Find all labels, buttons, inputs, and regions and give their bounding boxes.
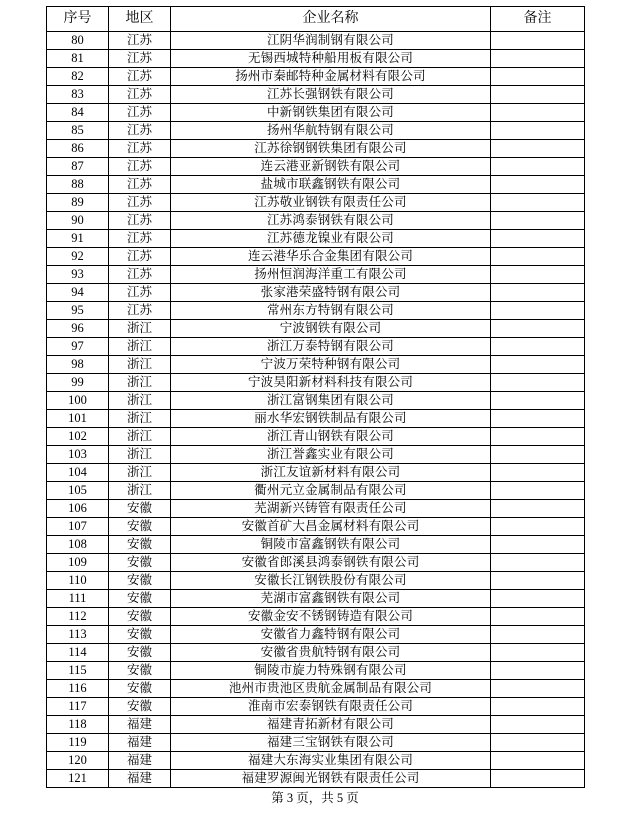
cell-note — [491, 446, 585, 464]
table-row — [47, 374, 585, 392]
cell-note — [491, 230, 585, 248]
cell-note — [491, 698, 585, 716]
table-row — [47, 644, 585, 662]
cell-enterprise-name: 盐城市联鑫钢铁有限公司 — [171, 176, 491, 194]
cell-note — [491, 50, 585, 68]
cell-sequence: 80 — [47, 32, 109, 50]
column-header-sequence: 序号 — [47, 7, 109, 32]
cell-note — [491, 482, 585, 500]
cell-note — [491, 284, 585, 302]
cell-sequence: 95 — [47, 302, 109, 320]
table-body — [47, 32, 585, 788]
table-row — [47, 770, 585, 788]
cell-note — [491, 410, 585, 428]
cell-note — [491, 194, 585, 212]
cell-region: 浙江 — [109, 410, 171, 428]
cell-sequence: 121 — [47, 770, 109, 788]
cell-sequence: 89 — [47, 194, 109, 212]
table-row — [47, 392, 585, 410]
cell-region: 江苏 — [109, 248, 171, 266]
table-header-row — [47, 7, 585, 32]
table-row — [47, 608, 585, 626]
table-row — [47, 482, 585, 500]
cell-sequence: 84 — [47, 104, 109, 122]
cell-region: 安徽 — [109, 626, 171, 644]
cell-region: 江苏 — [109, 122, 171, 140]
cell-enterprise-name: 安徽长江钢铁股份有限公司 — [171, 572, 491, 590]
table-row — [47, 194, 585, 212]
cell-note — [491, 212, 585, 230]
cell-enterprise-name: 连云港亚新钢铁有限公司 — [171, 158, 491, 176]
cell-sequence: 88 — [47, 176, 109, 194]
table-row — [47, 518, 585, 536]
cell-enterprise-name: 中新钢铁集团有限公司 — [171, 104, 491, 122]
cell-note — [491, 338, 585, 356]
cell-region: 江苏 — [109, 212, 171, 230]
cell-region: 浙江 — [109, 356, 171, 374]
table-row — [47, 410, 585, 428]
cell-sequence: 100 — [47, 392, 109, 410]
cell-sequence: 111 — [47, 590, 109, 608]
cell-sequence: 104 — [47, 464, 109, 482]
cell-region: 江苏 — [109, 104, 171, 122]
cell-note — [491, 392, 585, 410]
cell-region: 安徽 — [109, 518, 171, 536]
cell-sequence: 109 — [47, 554, 109, 572]
table-row — [47, 590, 585, 608]
cell-region: 安徽 — [109, 590, 171, 608]
cell-note — [491, 572, 585, 590]
table-row — [47, 104, 585, 122]
cell-sequence: 101 — [47, 410, 109, 428]
cell-region: 福建 — [109, 770, 171, 788]
cell-sequence: 112 — [47, 608, 109, 626]
table-row — [47, 716, 585, 734]
cell-note — [491, 716, 585, 734]
cell-region: 江苏 — [109, 86, 171, 104]
cell-enterprise-name: 连云港华乐合金集团有限公司 — [171, 248, 491, 266]
cell-sequence: 86 — [47, 140, 109, 158]
cell-note — [491, 644, 585, 662]
cell-region: 安徽 — [109, 554, 171, 572]
cell-enterprise-name: 芜湖新兴铸管有限责任公司 — [171, 500, 491, 518]
cell-region: 江苏 — [109, 68, 171, 86]
table-row — [47, 356, 585, 374]
table-row — [47, 32, 585, 50]
cell-note — [491, 86, 585, 104]
cell-region: 浙江 — [109, 392, 171, 410]
cell-enterprise-name: 淮南市宏泰钢铁有限责任公司 — [171, 698, 491, 716]
table-row — [47, 140, 585, 158]
table-row — [47, 266, 585, 284]
cell-note — [491, 500, 585, 518]
cell-sequence: 117 — [47, 698, 109, 716]
cell-region: 安徽 — [109, 698, 171, 716]
table-row — [47, 302, 585, 320]
cell-enterprise-name: 江苏敬业钢铁有限责任公司 — [171, 194, 491, 212]
cell-region: 浙江 — [109, 320, 171, 338]
cell-region: 福建 — [109, 716, 171, 734]
cell-note — [491, 626, 585, 644]
cell-sequence: 96 — [47, 320, 109, 338]
cell-enterprise-name: 浙江万泰特钢有限公司 — [171, 338, 491, 356]
cell-sequence: 92 — [47, 248, 109, 266]
cell-region: 浙江 — [109, 338, 171, 356]
table-row — [47, 626, 585, 644]
cell-note — [491, 374, 585, 392]
cell-enterprise-name: 常州东方特钢有限公司 — [171, 302, 491, 320]
table-row — [47, 662, 585, 680]
table-row — [47, 68, 585, 86]
cell-note — [491, 140, 585, 158]
cell-enterprise-name: 浙江友谊新材料有限公司 — [171, 464, 491, 482]
cell-enterprise-name: 福建青拓新材有限公司 — [171, 716, 491, 734]
cell-region: 福建 — [109, 752, 171, 770]
cell-note — [491, 104, 585, 122]
cell-note — [491, 302, 585, 320]
column-header-note: 备注 — [491, 7, 585, 32]
cell-region: 安徽 — [109, 680, 171, 698]
table-row — [47, 698, 585, 716]
cell-sequence: 105 — [47, 482, 109, 500]
table-row — [47, 158, 585, 176]
cell-region: 安徽 — [109, 500, 171, 518]
table-row — [47, 320, 585, 338]
cell-sequence: 119 — [47, 734, 109, 752]
cell-region: 浙江 — [109, 374, 171, 392]
cell-sequence: 114 — [47, 644, 109, 662]
cell-enterprise-name: 福建三宝钢铁有限公司 — [171, 734, 491, 752]
cell-sequence: 85 — [47, 122, 109, 140]
table-row — [47, 338, 585, 356]
cell-note — [491, 752, 585, 770]
cell-sequence: 106 — [47, 500, 109, 518]
table-row — [47, 446, 585, 464]
cell-enterprise-name: 宁波万荣特种钢有限公司 — [171, 356, 491, 374]
cell-region: 江苏 — [109, 32, 171, 50]
table-row — [47, 536, 585, 554]
cell-note — [491, 122, 585, 140]
cell-sequence: 107 — [47, 518, 109, 536]
cell-enterprise-name: 张家港荣盛特钢有限公司 — [171, 284, 491, 302]
cell-sequence: 91 — [47, 230, 109, 248]
cell-note — [491, 32, 585, 50]
cell-sequence: 108 — [47, 536, 109, 554]
cell-note — [491, 320, 585, 338]
cell-sequence: 118 — [47, 716, 109, 734]
table-row — [47, 212, 585, 230]
table-row — [47, 248, 585, 266]
table-row — [47, 554, 585, 572]
cell-region: 安徽 — [109, 608, 171, 626]
cell-enterprise-name: 扬州市秦邮特种金属材料有限公司 — [171, 68, 491, 86]
cell-sequence: 113 — [47, 626, 109, 644]
cell-enterprise-name: 安徽金安不锈钢铸造有限公司 — [171, 608, 491, 626]
cell-sequence: 110 — [47, 572, 109, 590]
cell-enterprise-name: 江苏德龙镍业有限公司 — [171, 230, 491, 248]
cell-note — [491, 770, 585, 788]
cell-region: 浙江 — [109, 464, 171, 482]
cell-enterprise-name: 福建大东海实业集团有限公司 — [171, 752, 491, 770]
cell-enterprise-name: 江苏徐钢钢铁集团有限公司 — [171, 140, 491, 158]
cell-region: 安徽 — [109, 662, 171, 680]
cell-region: 浙江 — [109, 428, 171, 446]
cell-note — [491, 680, 585, 698]
cell-enterprise-name: 扬州恒润海洋重工有限公司 — [171, 266, 491, 284]
cell-enterprise-name: 浙江誉鑫实业有限公司 — [171, 446, 491, 464]
cell-sequence: 115 — [47, 662, 109, 680]
table-row — [47, 230, 585, 248]
cell-region: 江苏 — [109, 158, 171, 176]
table-row — [47, 176, 585, 194]
cell-enterprise-name: 福建罗源闽光钢铁有限责任公司 — [171, 770, 491, 788]
cell-note — [491, 464, 585, 482]
table-row — [47, 752, 585, 770]
cell-note — [491, 266, 585, 284]
column-header-region: 地区 — [109, 7, 171, 32]
page-footer: 第 3 页，共 5 页 — [271, 791, 359, 805]
cell-note — [491, 518, 585, 536]
cell-note — [491, 662, 585, 680]
table-row — [47, 500, 585, 518]
cell-enterprise-name: 宁波钢铁有限公司 — [171, 320, 491, 338]
cell-enterprise-name: 江阴华润制钢有限公司 — [171, 32, 491, 50]
cell-enterprise-name: 衢州元立金属制品有限公司 — [171, 482, 491, 500]
cell-note — [491, 356, 585, 374]
cell-region: 江苏 — [109, 266, 171, 284]
cell-sequence: 116 — [47, 680, 109, 698]
cell-enterprise-name: 丽水华宏钢铁制品有限公司 — [171, 410, 491, 428]
cell-note — [491, 734, 585, 752]
cell-region: 安徽 — [109, 572, 171, 590]
cell-sequence: 83 — [47, 86, 109, 104]
cell-sequence: 102 — [47, 428, 109, 446]
cell-region: 江苏 — [109, 284, 171, 302]
cell-note — [491, 554, 585, 572]
cell-enterprise-name: 浙江富钢集团有限公司 — [171, 392, 491, 410]
cell-sequence: 94 — [47, 284, 109, 302]
cell-note — [491, 590, 585, 608]
cell-region: 江苏 — [109, 50, 171, 68]
cell-region: 江苏 — [109, 194, 171, 212]
cell-enterprise-name: 江苏鸿泰钢铁有限公司 — [171, 212, 491, 230]
cell-note — [491, 428, 585, 446]
cell-sequence: 81 — [47, 50, 109, 68]
cell-enterprise-name: 安徽省力鑫特钢有限公司 — [171, 626, 491, 644]
cell-sequence: 103 — [47, 446, 109, 464]
enterprise-list-table — [46, 6, 585, 788]
cell-region: 江苏 — [109, 140, 171, 158]
cell-enterprise-name: 安徽首矿大昌金属材料有限公司 — [171, 518, 491, 536]
cell-enterprise-name: 安徽省贵航特钢有限公司 — [171, 644, 491, 662]
cell-region: 江苏 — [109, 302, 171, 320]
cell-enterprise-name: 无锡西城特种船用板有限公司 — [171, 50, 491, 68]
cell-region: 江苏 — [109, 230, 171, 248]
cell-sequence: 93 — [47, 266, 109, 284]
cell-enterprise-name: 池州市贵池区贵航金属制品有限公司 — [171, 680, 491, 698]
table-row — [47, 50, 585, 68]
cell-enterprise-name: 江苏长强钢铁有限公司 — [171, 86, 491, 104]
cell-sequence: 99 — [47, 374, 109, 392]
cell-sequence: 87 — [47, 158, 109, 176]
column-header-enterprise-name: 企业名称 — [171, 7, 491, 32]
cell-enterprise-name: 浙江青山钢铁有限公司 — [171, 428, 491, 446]
cell-enterprise-name: 铜陵市旋力特殊钢有限公司 — [171, 662, 491, 680]
cell-note — [491, 248, 585, 266]
cell-note — [491, 608, 585, 626]
cell-region: 安徽 — [109, 644, 171, 662]
table-header — [47, 7, 585, 32]
cell-region: 浙江 — [109, 482, 171, 500]
cell-sequence: 120 — [47, 752, 109, 770]
cell-region: 安徽 — [109, 536, 171, 554]
cell-note — [491, 176, 585, 194]
cell-enterprise-name: 扬州华航特钢有限公司 — [171, 122, 491, 140]
cell-sequence: 82 — [47, 68, 109, 86]
table-row — [47, 122, 585, 140]
cell-note — [491, 536, 585, 554]
cell-enterprise-name: 铜陵市富鑫钢铁有限公司 — [171, 536, 491, 554]
cell-note — [491, 158, 585, 176]
cell-enterprise-name: 芜湖市富鑫钢铁有限公司 — [171, 590, 491, 608]
table-row — [47, 86, 585, 104]
cell-sequence: 97 — [47, 338, 109, 356]
cell-region: 福建 — [109, 734, 171, 752]
table-row — [47, 680, 585, 698]
table-row — [47, 428, 585, 446]
table-row — [47, 284, 585, 302]
cell-enterprise-name: 宁波昊阳新材料科技有限公司 — [171, 374, 491, 392]
cell-region: 江苏 — [109, 176, 171, 194]
table-row — [47, 734, 585, 752]
cell-sequence: 90 — [47, 212, 109, 230]
table-row — [47, 464, 585, 482]
cell-region: 浙江 — [109, 446, 171, 464]
cell-sequence: 98 — [47, 356, 109, 374]
cell-enterprise-name: 安徽省郎溪县鸿泰钢铁有限公司 — [171, 554, 491, 572]
table-row — [47, 572, 585, 590]
cell-note — [491, 68, 585, 86]
